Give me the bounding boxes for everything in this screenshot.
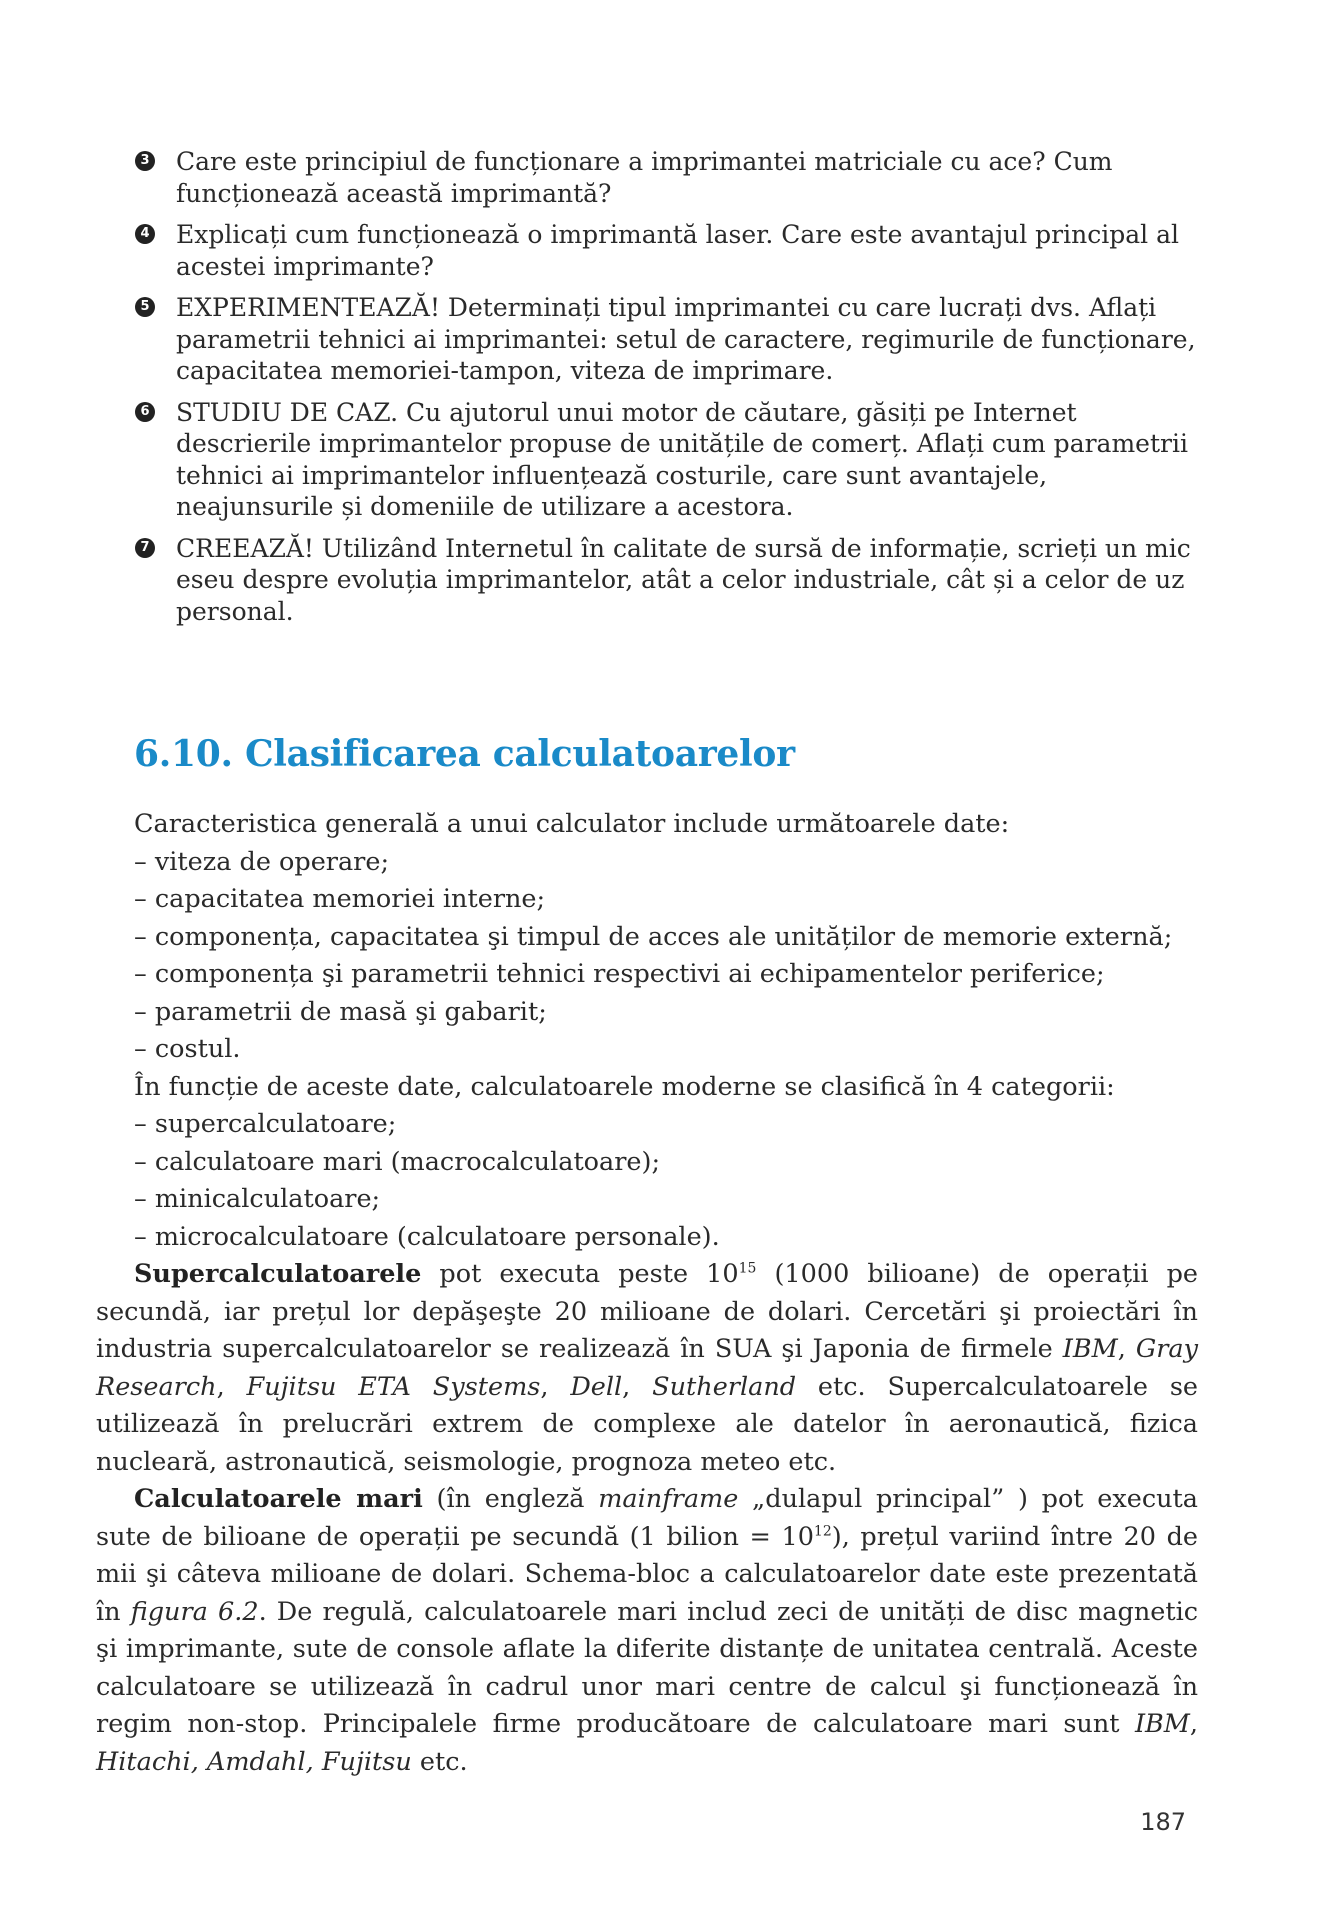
intro-line: Caracteristica generală a unui calculator include următoarele date: <box>134 809 1010 839</box>
category-item: – microcalculatoare (calculatoare personale). <box>134 1221 720 1252</box>
supercomputers-paragraph <box>96 1256 1198 1481</box>
paragraph-text: etc. Supercalculatoarele se utilizează în prelucrări extrem de complexe ale datelor în aeronautică, fizica nucleară, astronautică, seismologie, prognoza meteo etc. <box>96 1371 1199 1477</box>
characteristic-item: – componența, capacitatea şi timpul de acces ale unităților de memorie externă; <box>134 921 1173 952</box>
mainframes-term: Calculatoarele mari <box>134 1484 423 1514</box>
categories-intro: În funcție de aceste date, calculatoarele moderne se clasifică în 4 categorii: <box>134 1071 1115 1102</box>
english-term: mainframe <box>598 1484 739 1514</box>
paragraph-text: „dulapul principal” ) pot executa sute de bilioane de operații pe secundă (1 bilion = 10 <box>96 1484 1198 1552</box>
question-text: CREEAZĂ! Utilizând Internetul în calitate de sursă de informație, scrieți un mic eseu despre evoluția imprimantelor, atât a celor industriale, cât și a celor de uz personal. <box>176 533 1191 626</box>
firm-name: Hitachi, Amdahl, Fujitsu <box>96 1746 412 1777</box>
paragraph-text: ), prețul variind între 20 de mii şi câteva milioane de dolari. Schema-bloc a calculatoarelor date este prezentată în <box>96 1521 1198 1627</box>
characteristic-item: – parametrii de masă şi gabarit; <box>134 996 547 1027</box>
paragraph-text: . De regulă, calculatoarele mari includ zeci de unități de disc magnetic şi imprimante, sute de console aflate la diferite distanțe de unitatea centrală. Aceste calculatoare se utilizează în cadrul unor mari centre de calcul şi funcționează în regim non-stop. Principalele firme producătoare de calculatoare mari sunt <box>96 1596 1199 1739</box>
question-text: STUDIU DE CAZ. Cu ajutorul unui motor de căutare, găsiți pe Internet descrierile imprimantelor propuse de unitățile de comerț. Aflați cum parametrii tehnici ai imprimantelor influențează costurile, care sunt avantajele, neajunsurile și domeniile de utilizare a acestora. <box>176 397 1188 521</box>
exponent: 15 <box>738 1260 757 1277</box>
question-number-badge: 5 <box>135 297 155 317</box>
questions-list <box>134 146 1198 637</box>
category-item: – minicalculatoare; <box>134 1184 381 1214</box>
characteristic-item: – componența şi parametrii tehnici respectivi ai echipamentelor periferice; <box>134 959 1105 989</box>
question-item <box>134 533 1198 628</box>
question-number-badge: 6 <box>135 402 155 422</box>
paragraph-text: (în engleză <box>422 1484 599 1514</box>
section-title: 6.10. Clasificarea calculatoarelor <box>134 733 795 775</box>
separator: , <box>216 1371 247 1402</box>
question-text: Explicați cum funcționează o imprimantă laser. Care este avantajul principal al acestei imprimante? <box>176 220 1179 281</box>
separator: , <box>622 1371 653 1402</box>
question-text: Care este principiul de funcționare a imprimantei matriciale cu ace? Cum funcționează această imprimantă? <box>176 147 1113 208</box>
question-item <box>134 146 1198 209</box>
paragraph-text: etc. <box>411 1746 468 1777</box>
section-body <box>96 806 1198 1781</box>
firm-name: Fujitsu ETA Systems <box>246 1371 541 1402</box>
firm-name: IBM <box>1062 1334 1118 1364</box>
category-item: – supercalculatoare; <box>134 1109 397 1139</box>
question-item <box>134 292 1198 387</box>
question-number-badge: 4 <box>135 224 155 244</box>
firm-name: Sutherland <box>652 1371 797 1402</box>
separator: , <box>1117 1334 1136 1364</box>
firm-name: Dell <box>570 1371 623 1402</box>
page-number: 187 <box>1140 1808 1186 1836</box>
characteristic-item: – capacitatea memoriei interne; <box>134 884 546 914</box>
characteristic-item: – viteza de operare; <box>134 846 390 877</box>
figure-reference: figura 6.2 <box>130 1596 259 1627</box>
separator: , <box>540 1371 571 1402</box>
question-item <box>134 397 1198 523</box>
separator: , <box>1189 1709 1198 1739</box>
paragraph-text: pot executa peste 10 <box>421 1259 739 1289</box>
question-number-badge: 7 <box>135 538 155 558</box>
question-number-badge: 3 <box>135 151 155 171</box>
category-item: – calculatoare mari (macrocalculatoare); <box>134 1146 661 1177</box>
paragraph-text: (1000 bilioane) de operații pe secundă, iar prețul lor depăşeşte 20 milioane de dolari. Cercetări şi proiectări în industria supercalculatoarelor se realizează în SUA şi Japonia de firmele <box>96 1259 1198 1364</box>
firm-name: IBM <box>1134 1709 1190 1739</box>
characteristic-item: – costul. <box>134 1034 241 1064</box>
mainframes-paragraph <box>96 1481 1198 1781</box>
exponent: 12 <box>813 1523 832 1539</box>
question-item <box>134 219 1198 282</box>
firm-name: Gray Research <box>96 1334 1198 1402</box>
supercomputers-term: Supercalculatoarele <box>134 1259 422 1289</box>
question-text: EXPERIMENTEAZĂ! Determinați tipul imprimantei cu care lucrați dvs. Aflați parametrii tehnici ai imprimantei: setul de caractere, regimurile de funcționare, capacitatea memoriei-tampon, viteza de imprimare. <box>176 293 1196 385</box>
